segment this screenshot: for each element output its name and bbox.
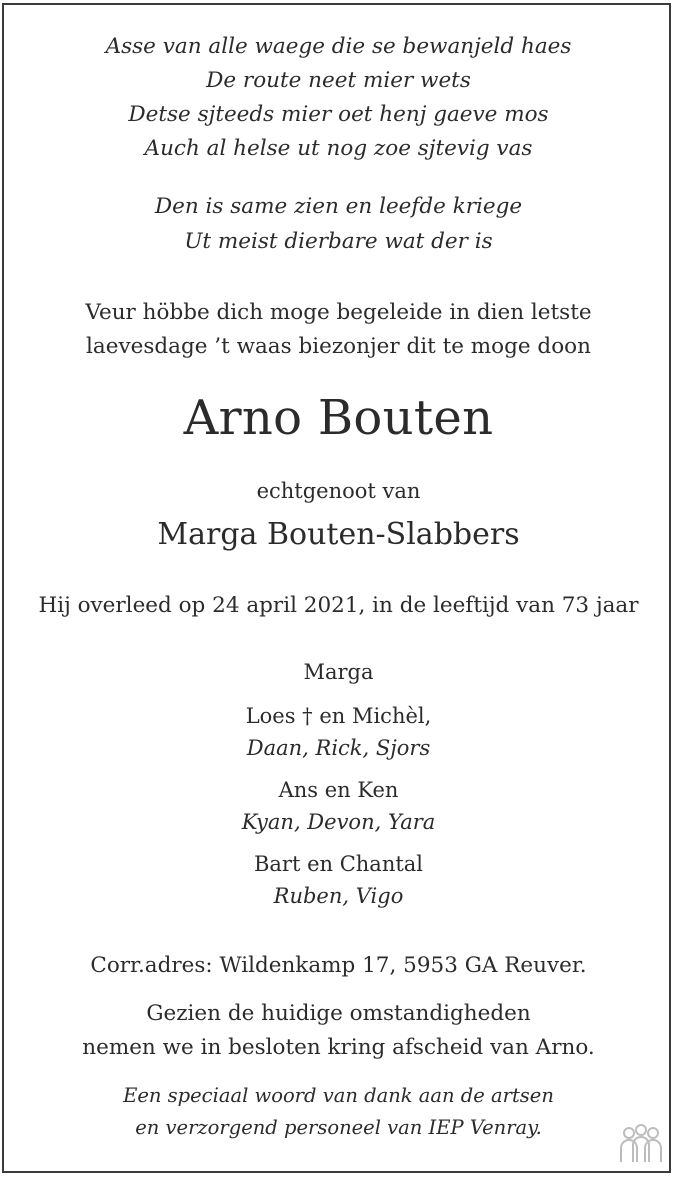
family-spouse: Marga <box>303 660 374 684</box>
correspondence-address: Corr.adres: Wildenkamp 17, 5953 GA Reuver. <box>90 953 587 978</box>
people-group-icon <box>612 1122 670 1168</box>
relation-label: echtgenoot van <box>256 479 421 503</box>
intro-line: Veur höbbe dich moge begeleide in dien letste <box>85 300 592 325</box>
death-notice: Hij overleed op 24 april 2021, in de leeftijd van 73 jaar <box>38 593 639 618</box>
family-children: Daan, Rick, Sjors <box>246 736 431 760</box>
spouse-name: Marga Bouten-Slabbers <box>157 517 520 552</box>
poem-line: Detse sjteeds mier oet henj gaeve mos <box>128 102 549 127</box>
poem-line: Asse van alle waege die se bewanjeld haes <box>105 34 572 59</box>
family-parents: Loes † en Michèl, <box>245 704 432 728</box>
intro-line: laevesdage ’t waas biezonjer dit te moge doon <box>86 334 591 359</box>
poem-line: Auch al helse ut nog zoe sjtevig vas <box>144 136 533 161</box>
family-children: Ruben, Vigo <box>273 884 404 908</box>
poem-line: De route neet mier wets <box>206 68 471 93</box>
thanks-line: Een speciaal woord van dank aan de artsen <box>123 1084 554 1107</box>
thanks-line: en verzorgend personeel van IEP Venray. <box>135 1116 542 1139</box>
ceremony-line: nemen we in besloten kring afscheid van Arno. <box>82 1035 595 1060</box>
ceremony-line: Gezien de huidige omstandigheden <box>146 1001 531 1026</box>
family-children: Kyan, Devon, Yara <box>241 810 436 834</box>
deceased-name: Arno Bouten <box>183 390 494 446</box>
family-parents: Bart en Chantal <box>253 852 424 876</box>
poem-line: Den is same zien en leefde kriege <box>154 194 523 219</box>
family-parents: Ans en Ken <box>278 778 399 802</box>
poem-line: Ut meist dierbare wat der is <box>184 229 493 254</box>
